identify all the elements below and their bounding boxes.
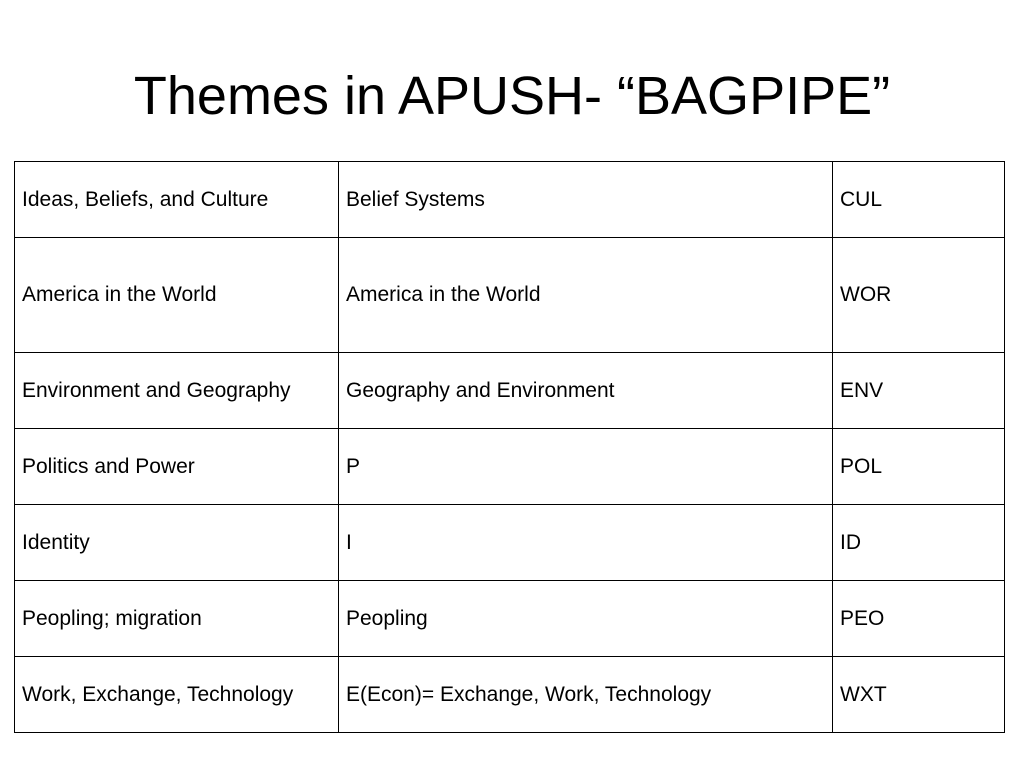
theme-cell: Work, Exchange, Technology (15, 657, 339, 733)
table-row (15, 657, 1005, 733)
code-cell: ENV (833, 353, 1005, 429)
bagpipe-cell: P (339, 429, 833, 505)
theme-cell: America in the World (15, 238, 339, 353)
table-row (15, 505, 1005, 581)
table-row (15, 238, 1005, 353)
code-cell: WOR (833, 238, 1005, 353)
table-row (15, 581, 1005, 657)
code-cell: POL (833, 429, 1005, 505)
bagpipe-cell: E(Econ)= Exchange, Work, Technology (339, 657, 833, 733)
bagpipe-cell: Peopling (339, 581, 833, 657)
code-cell: ID (833, 505, 1005, 581)
code-cell: WXT (833, 657, 1005, 733)
bagpipe-cell: Belief Systems (339, 162, 833, 238)
table-row (15, 162, 1005, 238)
bagpipe-cell: I (339, 505, 833, 581)
code-cell: PEO (833, 581, 1005, 657)
table-row (15, 353, 1005, 429)
theme-cell: Politics and Power (15, 429, 339, 505)
bagpipe-cell: Geography and Environment (339, 353, 833, 429)
themes-table (14, 161, 1005, 733)
code-cell: CUL (833, 162, 1005, 238)
slide-title: Themes in APUSH- “BAGPIPE” (133, 66, 891, 126)
theme-cell: Identity (15, 505, 339, 581)
theme-cell: Environment and Geography (15, 353, 339, 429)
table-row (15, 429, 1005, 505)
theme-cell: Peopling; migration (15, 581, 339, 657)
theme-cell: Ideas, Beliefs, and Culture (15, 162, 339, 238)
bagpipe-cell: America in the World (339, 238, 833, 353)
